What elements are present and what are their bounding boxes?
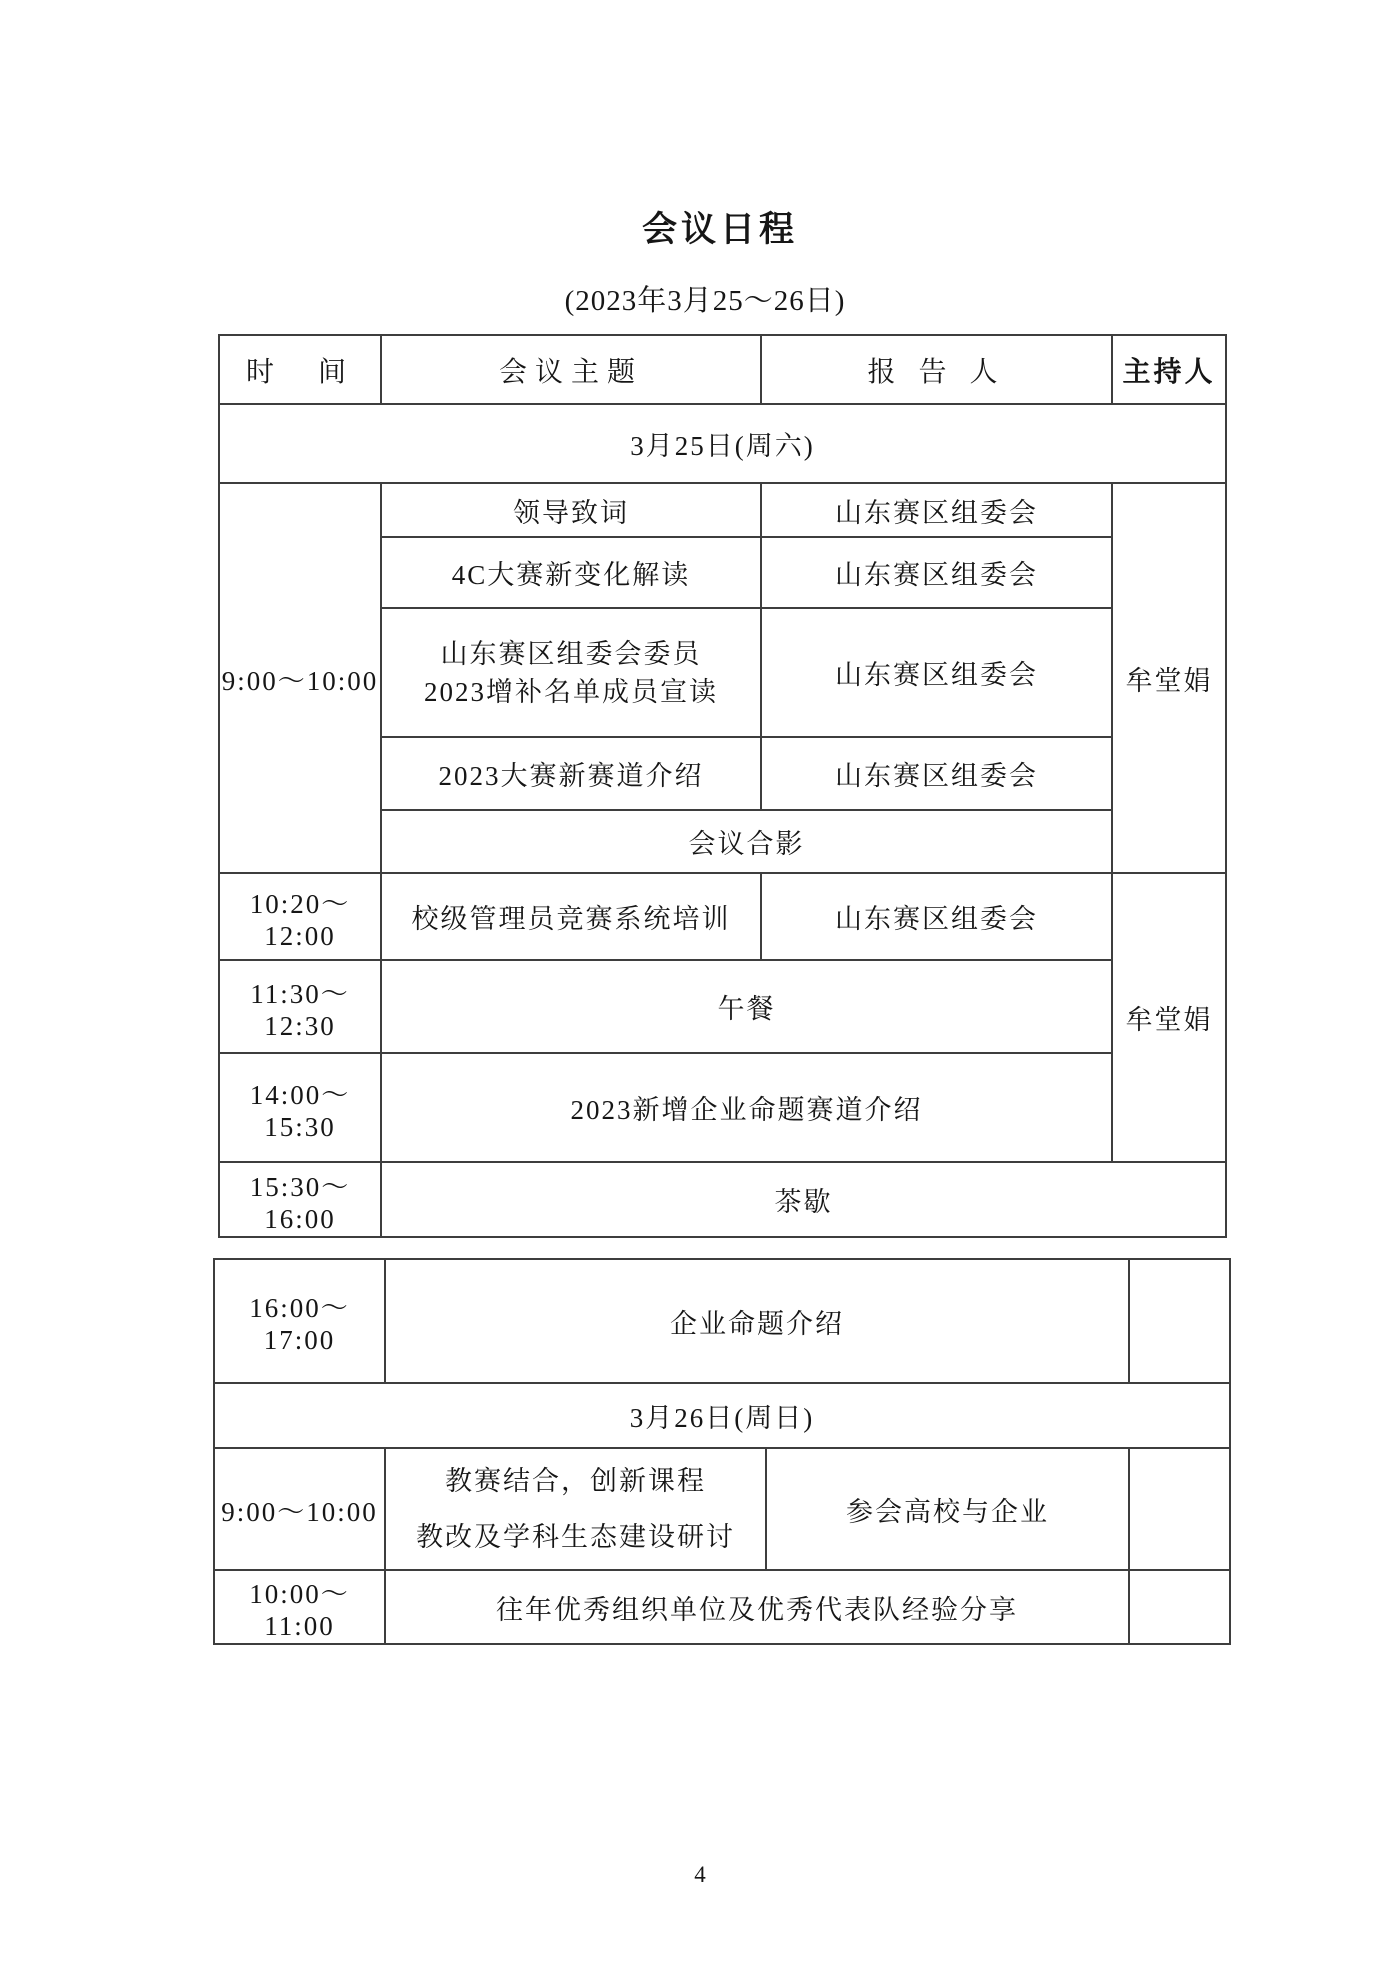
- topic-line-2: 教改及学科生态建设研讨: [416, 1522, 735, 1552]
- topic-cell-admin-training: 校级管理员竞赛系统培训: [381, 873, 761, 960]
- host-cell-midday: 牟堂娟: [1112, 873, 1226, 1162]
- table-row: [219, 1053, 1226, 1162]
- topic-line-2: 2023增补名单成员宣读: [424, 676, 718, 707]
- col-header-topic: 会议主题: [381, 335, 761, 404]
- topic-cell-new-track-intro: 2023大赛新赛道介绍: [381, 737, 761, 810]
- speaker-cell: 山东赛区组委会: [761, 873, 1112, 960]
- date-row-day1: [219, 404, 1226, 483]
- topic-cell-experience-sharing: 往年优秀组织单位及优秀代表队经验分享: [385, 1570, 1129, 1644]
- speaker-cell: 山东赛区组委会: [761, 737, 1112, 810]
- header-row: [219, 335, 1226, 404]
- table-row: [219, 1162, 1226, 1237]
- date-header-day2: 3月26日(周日): [214, 1383, 1230, 1448]
- time-cell-training: 10:20～12:00: [219, 873, 381, 960]
- table-row: [219, 873, 1226, 960]
- col-header-speaker: 报 告 人: [761, 335, 1112, 404]
- page-subtitle: (2023年3月25～26日): [564, 285, 846, 317]
- topic-cell-new-enterprise-track: 2023新增企业命题赛道介绍: [381, 1053, 1112, 1162]
- page-title: 会议日程: [641, 210, 798, 249]
- host-cell-empty: [1129, 1259, 1230, 1383]
- table-row: [219, 960, 1226, 1053]
- topic-line-1: 山东赛区组委会委员: [440, 638, 702, 669]
- schedule-table-day2: [213, 1258, 1231, 1645]
- topic-cell-enterprise-intro: 企业命题介绍: [385, 1259, 1129, 1383]
- host-cell-empty: [1129, 1570, 1230, 1644]
- time-cell-lunch: 11:30～12:30: [219, 960, 381, 1053]
- topic-cell-lunch: 午餐: [381, 960, 1112, 1053]
- topic-cell-tea-break: 茶歇: [381, 1162, 1226, 1237]
- time-cell-seminar: 9:00～10:00: [214, 1448, 385, 1570]
- table-row: [219, 483, 1226, 537]
- table-row: [214, 1570, 1230, 1644]
- speaker-cell: 参会高校与企业: [766, 1448, 1129, 1570]
- col-header-host: 主持人: [1112, 335, 1226, 404]
- host-cell-empty: [1129, 1448, 1230, 1570]
- time-cell-tea-break: 15:30～16:00: [219, 1162, 381, 1237]
- time-cell-experience-sharing: 10:00～11:00: [214, 1570, 385, 1644]
- time-cell-new-enterprise-track: 14:00～15:30: [219, 1053, 381, 1162]
- speaker-cell: 山东赛区组委会: [761, 608, 1112, 737]
- table-row: [214, 1448, 1230, 1570]
- page-number: 4: [694, 1862, 706, 1887]
- date-header-day1: 3月25日(周六): [219, 404, 1226, 483]
- topic-cell-member-announcement: [381, 608, 761, 737]
- speaker-cell: 山东赛区组委会: [761, 483, 1112, 537]
- host-cell-morning: 牟堂娟: [1112, 483, 1226, 873]
- col-header-time: 时 间: [219, 335, 381, 404]
- group-photo-cell: 会议合影: [381, 810, 1112, 873]
- date-row-day2: [214, 1383, 1230, 1448]
- topic-cell-seminar: [385, 1448, 766, 1570]
- topic-cell-leader-speech: 领导致词: [381, 483, 761, 537]
- time-cell-morning-block: 9:00～10:00: [219, 483, 381, 873]
- schedule-table-day1: [218, 334, 1227, 1238]
- topic-cell-4c-changes: 4C大赛新变化解读: [381, 537, 761, 608]
- speaker-cell: 山东赛区组委会: [761, 537, 1112, 608]
- table-row: [214, 1259, 1230, 1383]
- topic-line-1: 教赛结合，创新课程: [445, 1466, 706, 1496]
- time-cell-enterprise-intro: 16:00～17:00: [214, 1259, 385, 1383]
